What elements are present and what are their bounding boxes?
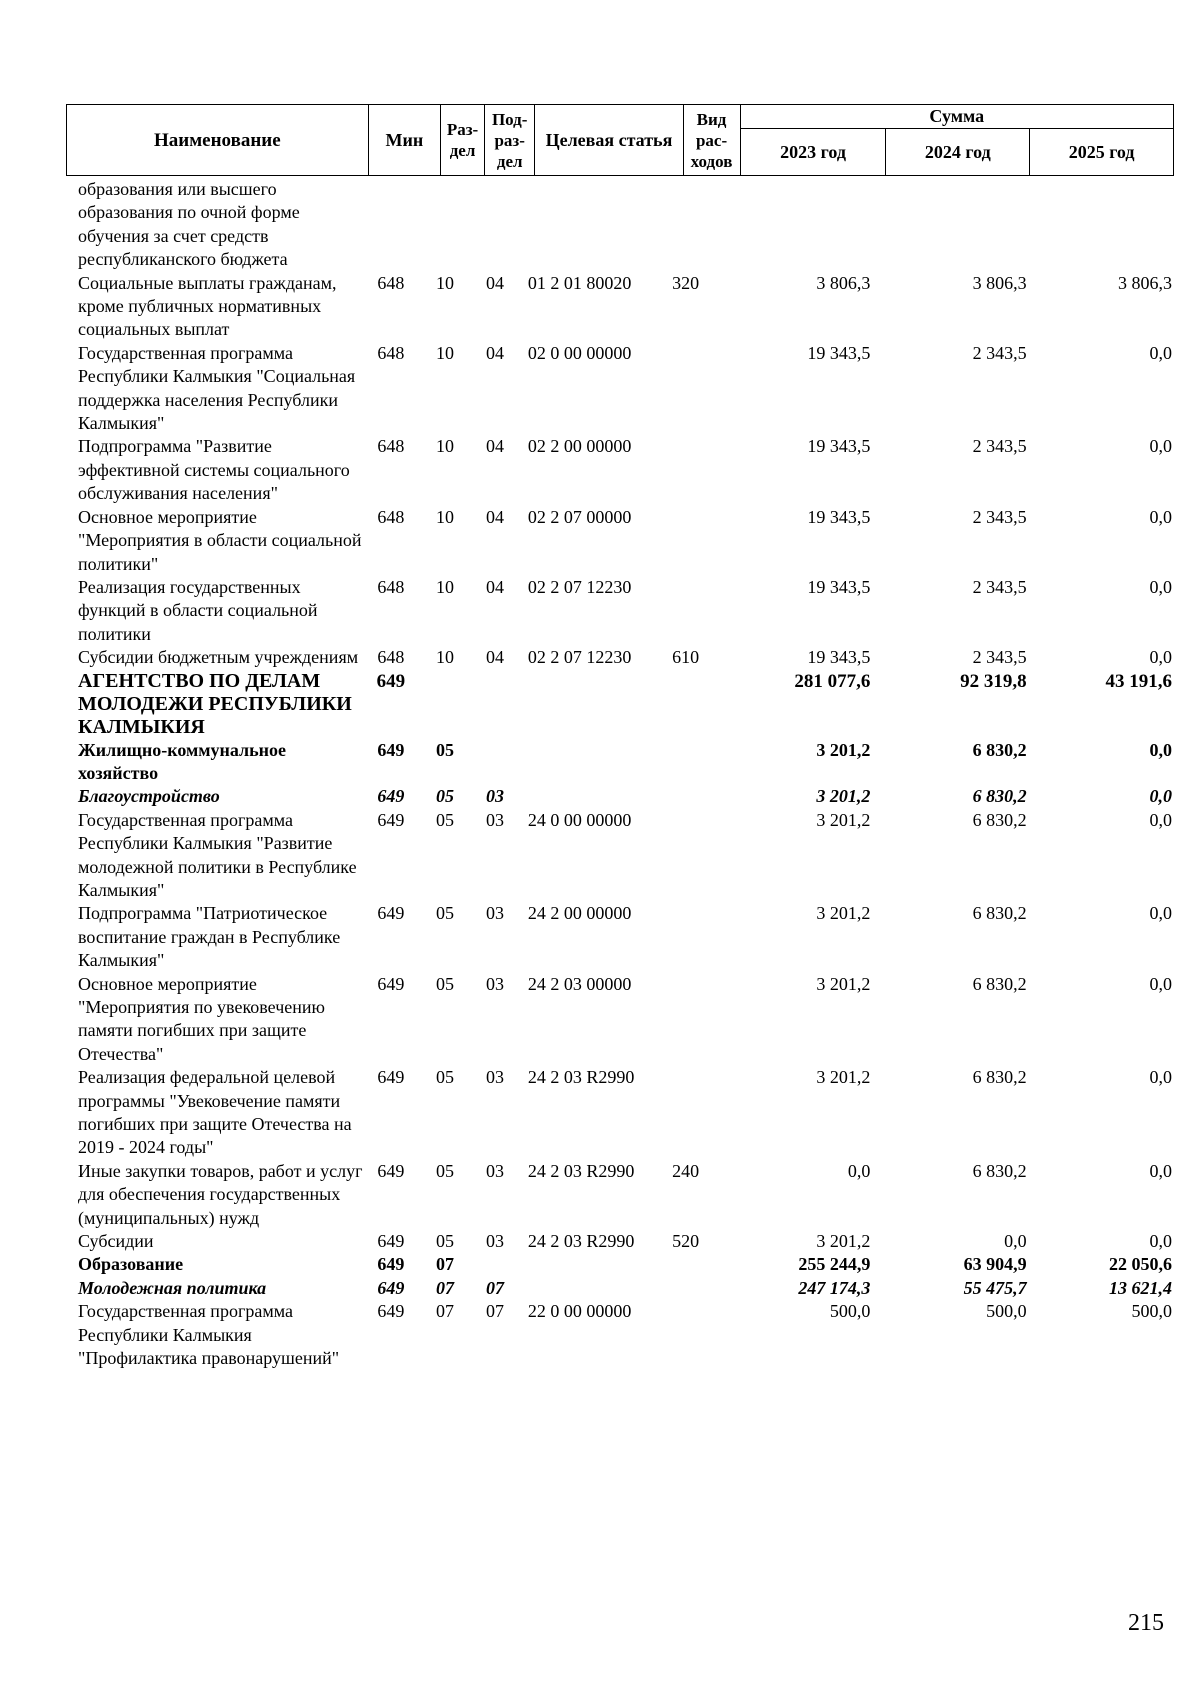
cell-y2023: 19 343,5 <box>807 342 871 363</box>
cell-rz: 05 <box>436 903 455 924</box>
cell-y2023: 3 806,3 <box>816 272 871 293</box>
table-row <box>66 1300 1174 1370</box>
table-row <box>66 435 1174 505</box>
cell-y2023: 19 343,5 <box>807 506 871 527</box>
cell-y2023: 3 201,2 <box>816 1231 871 1252</box>
cell-min: 649 <box>377 1301 405 1322</box>
cell-name: Иные закупки товаров, работ и услуг для обеспечения государственных (муниципальных) нужд <box>78 1160 363 1228</box>
table-row <box>66 1066 1174 1160</box>
table-row <box>66 1277 1174 1300</box>
cell-y2024: 0,0 <box>1004 1231 1027 1252</box>
cell-name: Подпрограмма "Патриотическое воспитание граждан в Республике Калмыкия" <box>78 903 341 971</box>
cell-vr: 520 <box>672 1231 700 1252</box>
cell-pr: 03 <box>486 786 504 807</box>
cell-vr <box>653 670 718 739</box>
cell-rz: 10 <box>436 342 455 363</box>
cell-y2025: 43 191,6 <box>1105 670 1172 692</box>
cell-y2025: 0,0 <box>1149 647 1172 668</box>
cell-vr <box>653 1066 718 1160</box>
cell-y2024: 2 343,5 <box>972 647 1027 668</box>
cell-y2024: 2 343,5 <box>972 576 1027 597</box>
cell-y2025: 0,0 <box>1149 436 1172 457</box>
cell-y2024: 6 830,2 <box>972 1067 1027 1088</box>
cell-y2025: 0,0 <box>1149 903 1172 924</box>
cell-min: 648 <box>377 272 405 293</box>
table-row <box>66 809 1174 903</box>
cell-cs: 02 2 00 00000 <box>527 436 632 457</box>
cell-y2024 <box>882 178 1038 272</box>
cell-y2023: 281 077,6 <box>794 670 871 692</box>
cell-y2023: 3 201,2 <box>816 786 871 807</box>
cell-cs: 01 2 01 80020 <box>527 272 632 293</box>
cell-name: Основное мероприятие "Мероприятия по увековечению памяти погибших при защите Отечества" <box>78 973 325 1064</box>
cell-y2024: 63 904,9 <box>963 1254 1027 1275</box>
cell-name: Основное мероприятие "Мероприятия в области социальной политики" <box>78 506 362 574</box>
cell-vr <box>653 902 718 972</box>
cell-vr <box>653 1277 718 1300</box>
cell-y2024: 2 343,5 <box>972 436 1027 457</box>
cell-rz: 05 <box>436 1067 455 1088</box>
cell-vr: 610 <box>672 647 700 668</box>
cell-min <box>364 178 418 272</box>
table-row <box>66 739 1174 786</box>
table-row <box>66 670 1174 739</box>
cell-rz: 10 <box>436 272 455 293</box>
cell-min: 649 <box>377 1160 405 1181</box>
cell-y2025: 22 050,6 <box>1109 1254 1172 1275</box>
cell-y2023: 19 343,5 <box>807 436 871 457</box>
cell-y2024: 500,0 <box>986 1301 1027 1322</box>
cell-vr <box>653 342 718 436</box>
cell-y2025: 0,0 <box>1149 786 1172 807</box>
cell-cs <box>518 670 653 739</box>
header-min: Мин <box>368 105 440 176</box>
cell-y2025: 0,0 <box>1149 1231 1172 1252</box>
cell-cs: 24 2 03 00000 <box>527 973 632 994</box>
cell-rz: 07 <box>436 1301 455 1322</box>
cell-vr <box>653 576 718 646</box>
cell-y2023 <box>718 178 883 272</box>
table-header <box>66 104 1174 176</box>
cell-pr: 03 <box>486 1160 504 1181</box>
cell-cs <box>518 1253 653 1276</box>
budget-table <box>66 178 1174 1371</box>
cell-name: Государственная программа Республики Калмыкия "Профилактика правонарушений" <box>78 1301 340 1369</box>
cell-pr: 04 <box>486 272 504 293</box>
cell-name: Государственная программа Республики Калмыкия "Социальная поддержка населения Республики Калмыкия" <box>78 342 356 434</box>
cell-cs: 24 0 00 00000 <box>527 809 632 830</box>
cell-y2025: 0,0 <box>1149 739 1172 760</box>
cell-vr <box>653 809 718 903</box>
cell-min: 649 <box>377 1277 405 1298</box>
cell-rz: 05 <box>436 1160 455 1181</box>
table-row <box>66 785 1174 808</box>
cell-name: Молодежная политика <box>78 1277 267 1298</box>
cell-min: 649 <box>376 670 406 692</box>
cell-vr <box>653 506 718 576</box>
cell-y2024: 2 343,5 <box>972 342 1027 363</box>
cell-name: Субсидии бюджетным учреждениям <box>78 647 359 668</box>
cell-rz: 05 <box>436 809 455 830</box>
cell-pr <box>472 1253 518 1276</box>
header-2025: 2025 год <box>1030 129 1174 176</box>
cell-vr: 320 <box>672 272 700 293</box>
table-row <box>66 506 1174 576</box>
cell-pr: 04 <box>486 576 504 597</box>
cell-y2023: 255 244,9 <box>798 1254 871 1275</box>
cell-min: 649 <box>377 973 405 994</box>
cell-y2025 <box>1039 178 1174 272</box>
cell-y2025: 0,0 <box>1149 973 1172 994</box>
cell-name: Государственная программа Республики Калмыкия "Развитие молодежной политики в Республике Калмыкия" <box>78 809 357 900</box>
cell-pr: 03 <box>486 1067 504 1088</box>
cell-pr <box>472 178 518 272</box>
cell-y2024: 6 830,2 <box>972 1160 1027 1181</box>
cell-min: 649 <box>377 1254 405 1275</box>
cell-min: 648 <box>377 436 405 457</box>
cell-rz: 10 <box>436 647 455 668</box>
cell-y2023: 3 201,2 <box>816 903 871 924</box>
cell-name: Субсидии <box>78 1231 154 1252</box>
cell-name: Реализация федеральной целевой программы "Увековечение памяти погибших при защите Отечества на 2019 - 2024 годы" <box>78 1067 352 1158</box>
cell-min: 649 <box>377 739 405 760</box>
cell-name: Подпрограмма "Развитие эффективной системы социального обслуживания населения" <box>78 436 350 504</box>
cell-y2025: 0,0 <box>1149 506 1172 527</box>
cell-pr: 03 <box>486 809 504 830</box>
cell-min: 648 <box>377 342 405 363</box>
cell-pr: 04 <box>486 436 504 457</box>
cell-pr: 04 <box>486 506 504 527</box>
cell-y2024: 6 830,2 <box>972 786 1027 807</box>
cell-pr: 03 <box>486 903 504 924</box>
table-body <box>66 178 1174 1371</box>
cell-name: Социальные выплаты гражданам, кроме публичных нормативных социальных выплат <box>78 272 337 340</box>
cell-rz: 10 <box>436 436 455 457</box>
cell-y2024: 6 830,2 <box>972 903 1027 924</box>
cell-name: АГЕНТСТВО ПО ДЕЛАМ МОЛОДЕЖИ РЕСПУБЛИКИ КАЛМЫКИЯ <box>78 669 352 738</box>
table-row <box>66 1253 1174 1276</box>
header-summa: Сумма <box>740 105 1173 129</box>
table-row <box>66 973 1174 1067</box>
cell-pr: 07 <box>486 1301 504 1322</box>
cell-cs: 02 2 07 12230 <box>527 647 632 668</box>
cell-vr <box>653 973 718 1067</box>
cell-min: 648 <box>377 506 405 527</box>
cell-y2025: 500,0 <box>1131 1301 1172 1322</box>
cell-name: Жилищно-коммунальное хозяйство <box>78 739 287 783</box>
cell-cs: 24 2 03 R2990 <box>527 1160 635 1181</box>
cell-pr: 03 <box>486 1231 504 1252</box>
cell-y2024: 6 830,2 <box>972 739 1027 760</box>
cell-y2023: 0,0 <box>847 1160 871 1181</box>
cell-pr: 07 <box>486 1277 504 1298</box>
table-row <box>66 902 1174 972</box>
cell-rz <box>418 670 472 739</box>
cell-cs: 24 2 03 R2990 <box>527 1067 635 1088</box>
cell-name: Благоустройство <box>78 786 220 807</box>
header-2024: 2024 год <box>886 129 1030 176</box>
cell-min: 649 <box>377 1067 405 1088</box>
cell-y2025: 0,0 <box>1149 809 1172 830</box>
cell-rz: 10 <box>436 506 455 527</box>
cell-min: 649 <box>377 903 405 924</box>
cell-pr <box>472 739 518 786</box>
cell-name: образования или высшего образования по очной форме обучения за счет средств республиканского бюджета <box>78 179 300 270</box>
cell-y2025: 0,0 <box>1149 1067 1172 1088</box>
cell-cs <box>518 1277 653 1300</box>
cell-rz: 05 <box>436 1231 455 1252</box>
cell-rz: 07 <box>436 1254 455 1275</box>
cell-rz: 10 <box>436 576 455 597</box>
cell-vr: 240 <box>672 1160 700 1181</box>
cell-y2023: 3 201,2 <box>816 739 871 760</box>
header-vid: Вид рас-ходов <box>683 105 740 176</box>
cell-cs <box>518 739 653 786</box>
cell-rz: 07 <box>436 1277 455 1298</box>
cell-min: 649 <box>377 786 405 807</box>
cell-vr <box>653 739 718 786</box>
cell-y2025: 13 621,4 <box>1109 1277 1172 1298</box>
cell-y2025: 0,0 <box>1149 1160 1172 1181</box>
page-number: 215 <box>1128 1610 1164 1636</box>
cell-min: 648 <box>377 576 405 597</box>
header-2023: 2023 год <box>740 129 886 176</box>
cell-rz <box>418 178 472 272</box>
cell-pr: 04 <box>486 342 504 363</box>
header-podrazdel: Под-раз-дел <box>484 105 534 176</box>
cell-y2024: 3 806,3 <box>972 272 1027 293</box>
cell-name: Реализация государственных функций в области социальной политики <box>78 576 318 644</box>
header-celevaya: Целевая статья <box>535 105 683 176</box>
cell-y2023: 3 201,2 <box>816 973 871 994</box>
cell-cs: 24 2 00 00000 <box>527 903 632 924</box>
table-row <box>66 342 1174 436</box>
cell-y2023: 19 343,5 <box>807 576 871 597</box>
cell-min: 649 <box>377 809 405 830</box>
cell-y2023: 3 201,2 <box>816 1067 871 1088</box>
cell-cs: 22 0 00 00000 <box>527 1301 632 1322</box>
cell-rz: 05 <box>436 739 455 760</box>
cell-y2025: 3 806,3 <box>1118 272 1172 293</box>
cell-min: 649 <box>377 1231 405 1252</box>
cell-cs: 02 0 00 00000 <box>527 342 632 363</box>
cell-cs: 02 2 07 12230 <box>527 576 632 597</box>
table-row <box>66 272 1174 342</box>
cell-rz: 05 <box>436 786 455 807</box>
cell-y2023: 19 343,5 <box>807 647 871 668</box>
cell-y2023: 500,0 <box>829 1301 871 1322</box>
cell-y2024: 92 319,8 <box>960 670 1027 692</box>
cell-pr: 04 <box>486 647 504 668</box>
cell-pr <box>472 670 518 739</box>
table-row <box>66 576 1174 646</box>
cell-cs: 24 2 03 R2990 <box>527 1231 635 1252</box>
cell-vr <box>653 785 718 808</box>
cell-pr: 03 <box>486 973 504 994</box>
cell-cs: 02 2 07 00000 <box>527 506 632 527</box>
table-row <box>66 1160 1174 1230</box>
table-row <box>66 646 1174 669</box>
header-razdel: Раз-дел <box>441 105 485 176</box>
table-row <box>66 178 1174 272</box>
cell-y2024: 55 475,7 <box>963 1277 1027 1298</box>
cell-cs <box>518 178 653 272</box>
cell-vr <box>653 1300 718 1370</box>
cell-y2024: 2 343,5 <box>972 506 1027 527</box>
cell-y2024: 6 830,2 <box>972 973 1027 994</box>
cell-y2025: 0,0 <box>1149 576 1172 597</box>
cell-min: 648 <box>377 647 405 668</box>
cell-y2024: 6 830,2 <box>972 809 1027 830</box>
cell-name: Образование <box>78 1254 184 1275</box>
cell-y2023: 3 201,2 <box>816 809 871 830</box>
cell-y2023: 247 174,3 <box>798 1277 871 1298</box>
cell-cs <box>518 785 653 808</box>
table-row <box>66 1230 1174 1253</box>
cell-vr <box>653 1253 718 1276</box>
cell-vr <box>653 178 718 272</box>
header-name: Наименование <box>67 105 369 176</box>
cell-y2025: 0,0 <box>1149 342 1172 363</box>
cell-vr <box>653 435 718 505</box>
cell-rz: 05 <box>436 973 455 994</box>
